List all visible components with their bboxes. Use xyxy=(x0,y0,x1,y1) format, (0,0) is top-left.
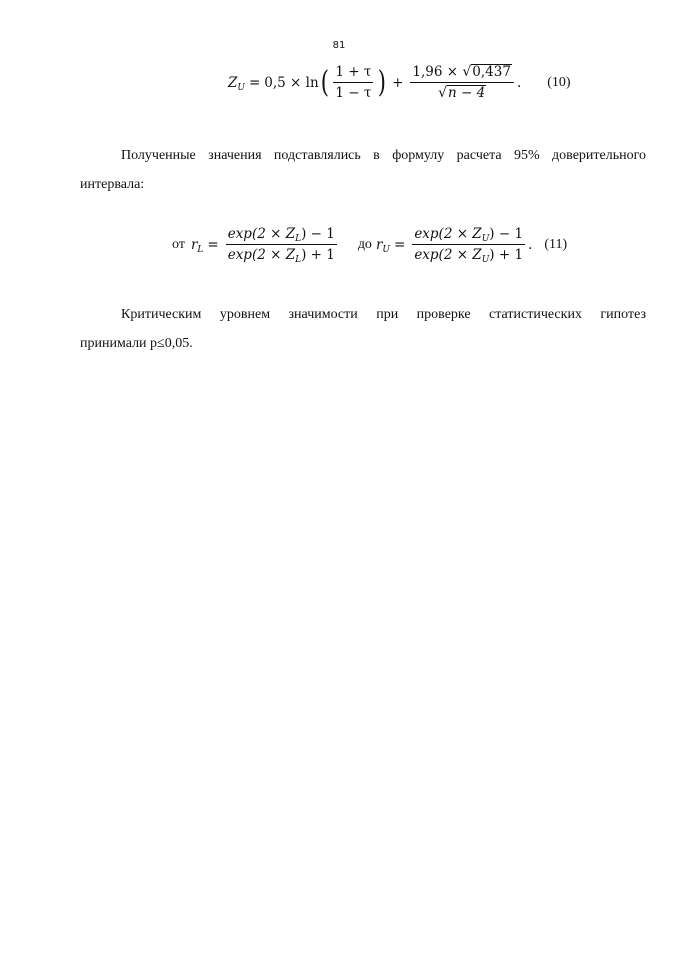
lhs-variable: Z xyxy=(228,74,238,91)
paragraph-1-line-2: интервала: xyxy=(80,177,145,192)
sqrt-sign: √ xyxy=(438,85,448,101)
rU-denominator-sub: U xyxy=(481,255,490,265)
paragraph-2 xyxy=(80,300,646,358)
rU-denominator xyxy=(412,245,525,263)
rU-fraction xyxy=(412,226,525,263)
radicand-0437: 0,437 xyxy=(472,64,511,80)
rU-subscript: U xyxy=(382,244,390,255)
to-word: до xyxy=(357,236,372,252)
rL-denominator-post: ) + 1 xyxy=(301,247,335,263)
ci-denominator xyxy=(436,83,488,101)
sqrt-n-4 xyxy=(438,85,486,101)
formula-11 xyxy=(172,226,567,263)
rU-numerator-post: ) − 1 xyxy=(489,226,524,242)
equation-number-11: (11) xyxy=(544,236,568,252)
ci-numerator-prefix: 1,96 × xyxy=(412,64,459,80)
paragraph-1 xyxy=(80,141,646,199)
paragraph-2-line-1 xyxy=(80,300,646,329)
sqrt-sign: √ xyxy=(462,64,472,80)
paragraph-2-line-2: принимали p≤0,05. xyxy=(80,336,193,351)
rL-fraction xyxy=(226,226,337,263)
ci-numerator xyxy=(410,64,514,83)
rU-numerator-pre: exp(2 × Z xyxy=(414,226,482,242)
rL-numerator-post: ) − 1 xyxy=(301,226,335,242)
radicand-n-4: n − 4 xyxy=(448,85,486,101)
rL-denominator-sub: L xyxy=(295,255,302,265)
paragraph-2-line-1-text: Критическим уровнем значимости при проверке статистических гипотез xyxy=(121,307,646,322)
rL-denominator-pre: exp(2 × Z xyxy=(227,247,296,263)
rL-numerator-pre: exp(2 × Z xyxy=(227,226,296,242)
formula-10 xyxy=(228,64,571,101)
rL-denominator xyxy=(226,245,337,263)
rU-denominator-pre: exp(2 × Z xyxy=(414,247,482,263)
rU-symbol xyxy=(376,237,390,253)
lhs-subscript: U xyxy=(237,82,245,93)
coefficient-ln: 0,5 × ln xyxy=(264,74,319,91)
equals-sign-1: = xyxy=(207,236,219,253)
rL-numerator xyxy=(226,226,337,245)
rL-variable: r xyxy=(190,236,198,253)
ln-numerator: 1 + τ xyxy=(333,64,373,83)
ln-fraction xyxy=(333,64,373,101)
rL-numerator-sub: L xyxy=(295,234,302,244)
ci-fraction xyxy=(410,64,514,101)
formula-10-lhs xyxy=(228,75,245,91)
equation-number-10: (10) xyxy=(547,74,571,90)
rU-denominator-post: ) + 1 xyxy=(489,247,524,263)
sqrt-0437 xyxy=(462,64,512,80)
page-number: 81 xyxy=(332,40,346,51)
equals-sign: = xyxy=(248,74,261,91)
rU-numerator-sub: U xyxy=(481,234,490,244)
equals-sign-2: = xyxy=(394,236,406,253)
rL-subscript: L xyxy=(197,244,204,255)
rL-symbol xyxy=(191,237,203,253)
from-word: от xyxy=(172,236,185,252)
right-parenthesis: ) xyxy=(378,64,387,100)
ln-denominator: 1 − τ xyxy=(335,85,372,101)
formula-11-period: . xyxy=(528,236,533,253)
left-parenthesis: ( xyxy=(320,64,329,100)
rU-variable: r xyxy=(375,236,383,253)
formula-10-period: . xyxy=(516,74,522,91)
paragraph-1-line-1-text: Полученные значения подставлялись в формулу расчета 95% доверительного xyxy=(121,148,646,163)
paragraph-1-line-1 xyxy=(80,141,646,170)
rU-numerator xyxy=(412,226,525,245)
plus-sign: + xyxy=(392,74,404,91)
